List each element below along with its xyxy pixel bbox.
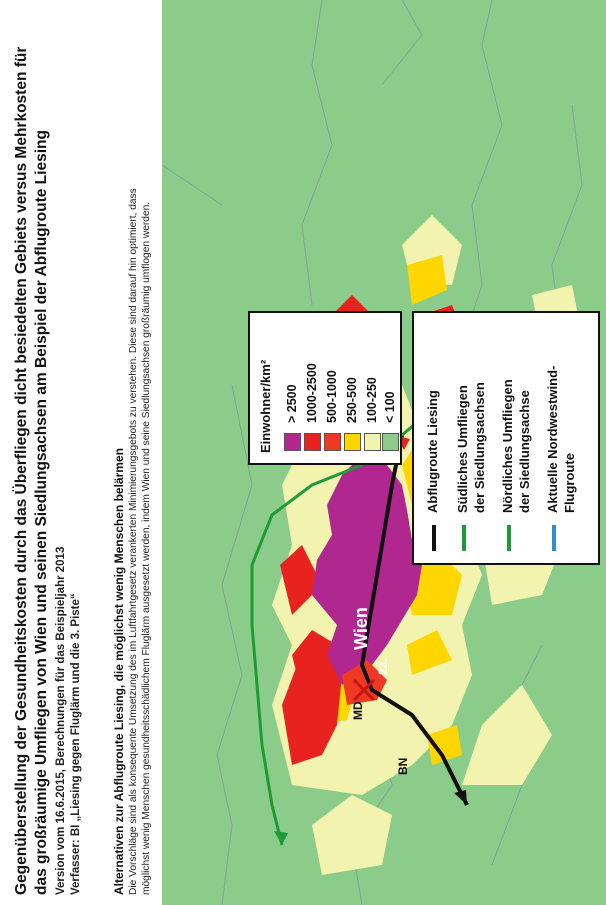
density-label-3: 500-1000: [325, 370, 339, 423]
density-legend: [248, 311, 402, 465]
section-body-line-1: Die Vorschläge sind als konsequente Umsetzung des im Luftfahrtgesetz verankerten Minimierungsgebots zu verstehen. Diese sind darauf hin optimiert, dass: [128, 188, 139, 895]
swatch-lt100: [382, 433, 399, 451]
density-label-6: < 100: [383, 391, 397, 423]
swatch-250-500: [344, 433, 361, 451]
route-legend-row-3: [499, 363, 533, 551]
density-label-2: 1000-2500: [305, 363, 319, 423]
route-legend-row-2: [454, 363, 488, 551]
title-line-1: Gegenüberstellung der Gesundheitskosten durch das Überfliegen dicht besiedelten Gebiets versus Mehrkosten für: [13, 46, 30, 895]
route-legend-row-4: [544, 363, 578, 551]
route-legend-row-1: [424, 363, 441, 551]
label-wien: Wien: [351, 607, 371, 650]
density-legend-row-4: [342, 377, 362, 451]
section-body-line-2: möglichst wenig Menschen gesundheitsschädlichem Fluglärm ausgesetzt werden, indem Wien und seine Siedlungsachsen großräumig umflogen werden.: [141, 201, 152, 895]
swatch-500-1000: [324, 433, 341, 451]
route-legend: [412, 311, 600, 565]
density-label-4: 250-500: [345, 377, 359, 423]
density-legend-row-2: [302, 363, 322, 451]
density-legend-row-5: [362, 377, 382, 451]
route-label-1: Abflugroute Liesing: [425, 390, 440, 513]
density-label-1: > 2500: [285, 384, 299, 423]
density-legend-row-1: [282, 384, 302, 451]
label-bn: BN: [396, 757, 410, 775]
route-label-3: Nördliches Umfliegen der Siedlungsachse: [500, 379, 532, 513]
title-line-2: das großräumige Umfliegen von Wien und seinen Siedlungsachsen am Beispiel der Abflugroute Liesing: [33, 130, 50, 895]
swatch-1000-2500: [304, 433, 321, 451]
label-district-23: 23.: [376, 658, 390, 675]
label-md: MD: [351, 701, 365, 720]
author-line: Verfasser: BI „Liesing gegen Fluglärm und die 3. Piste“: [70, 593, 82, 895]
density-legend-heading: Einwohner/km²: [258, 359, 273, 453]
density-legend-row-3: [322, 370, 342, 451]
route-swatch-north: [507, 525, 511, 551]
section-heading: Alternativen zur Abflugroute Liesing, die möglichst wenig Menschen belärmen: [112, 448, 126, 895]
density-legend-row-6: [380, 391, 400, 451]
swatch-gt2500: [284, 433, 301, 451]
route-label-4: Aktuelle Nordwestwind-Flugroute: [545, 365, 577, 513]
route-swatch-blue: [552, 525, 556, 551]
route-label-2: Südliches Umfliegen der Siedlungsachsen: [455, 382, 487, 513]
swatch-100-250: [364, 433, 381, 451]
density-label-5: 100-250: [365, 377, 379, 423]
route-swatch-south: [462, 525, 466, 551]
page-title: [12, 47, 52, 895]
version-line: Version vom 16.6.2015, Berechnungen für das Beispieljahr 2013: [55, 546, 67, 895]
route-swatch-liesing: [432, 525, 436, 551]
